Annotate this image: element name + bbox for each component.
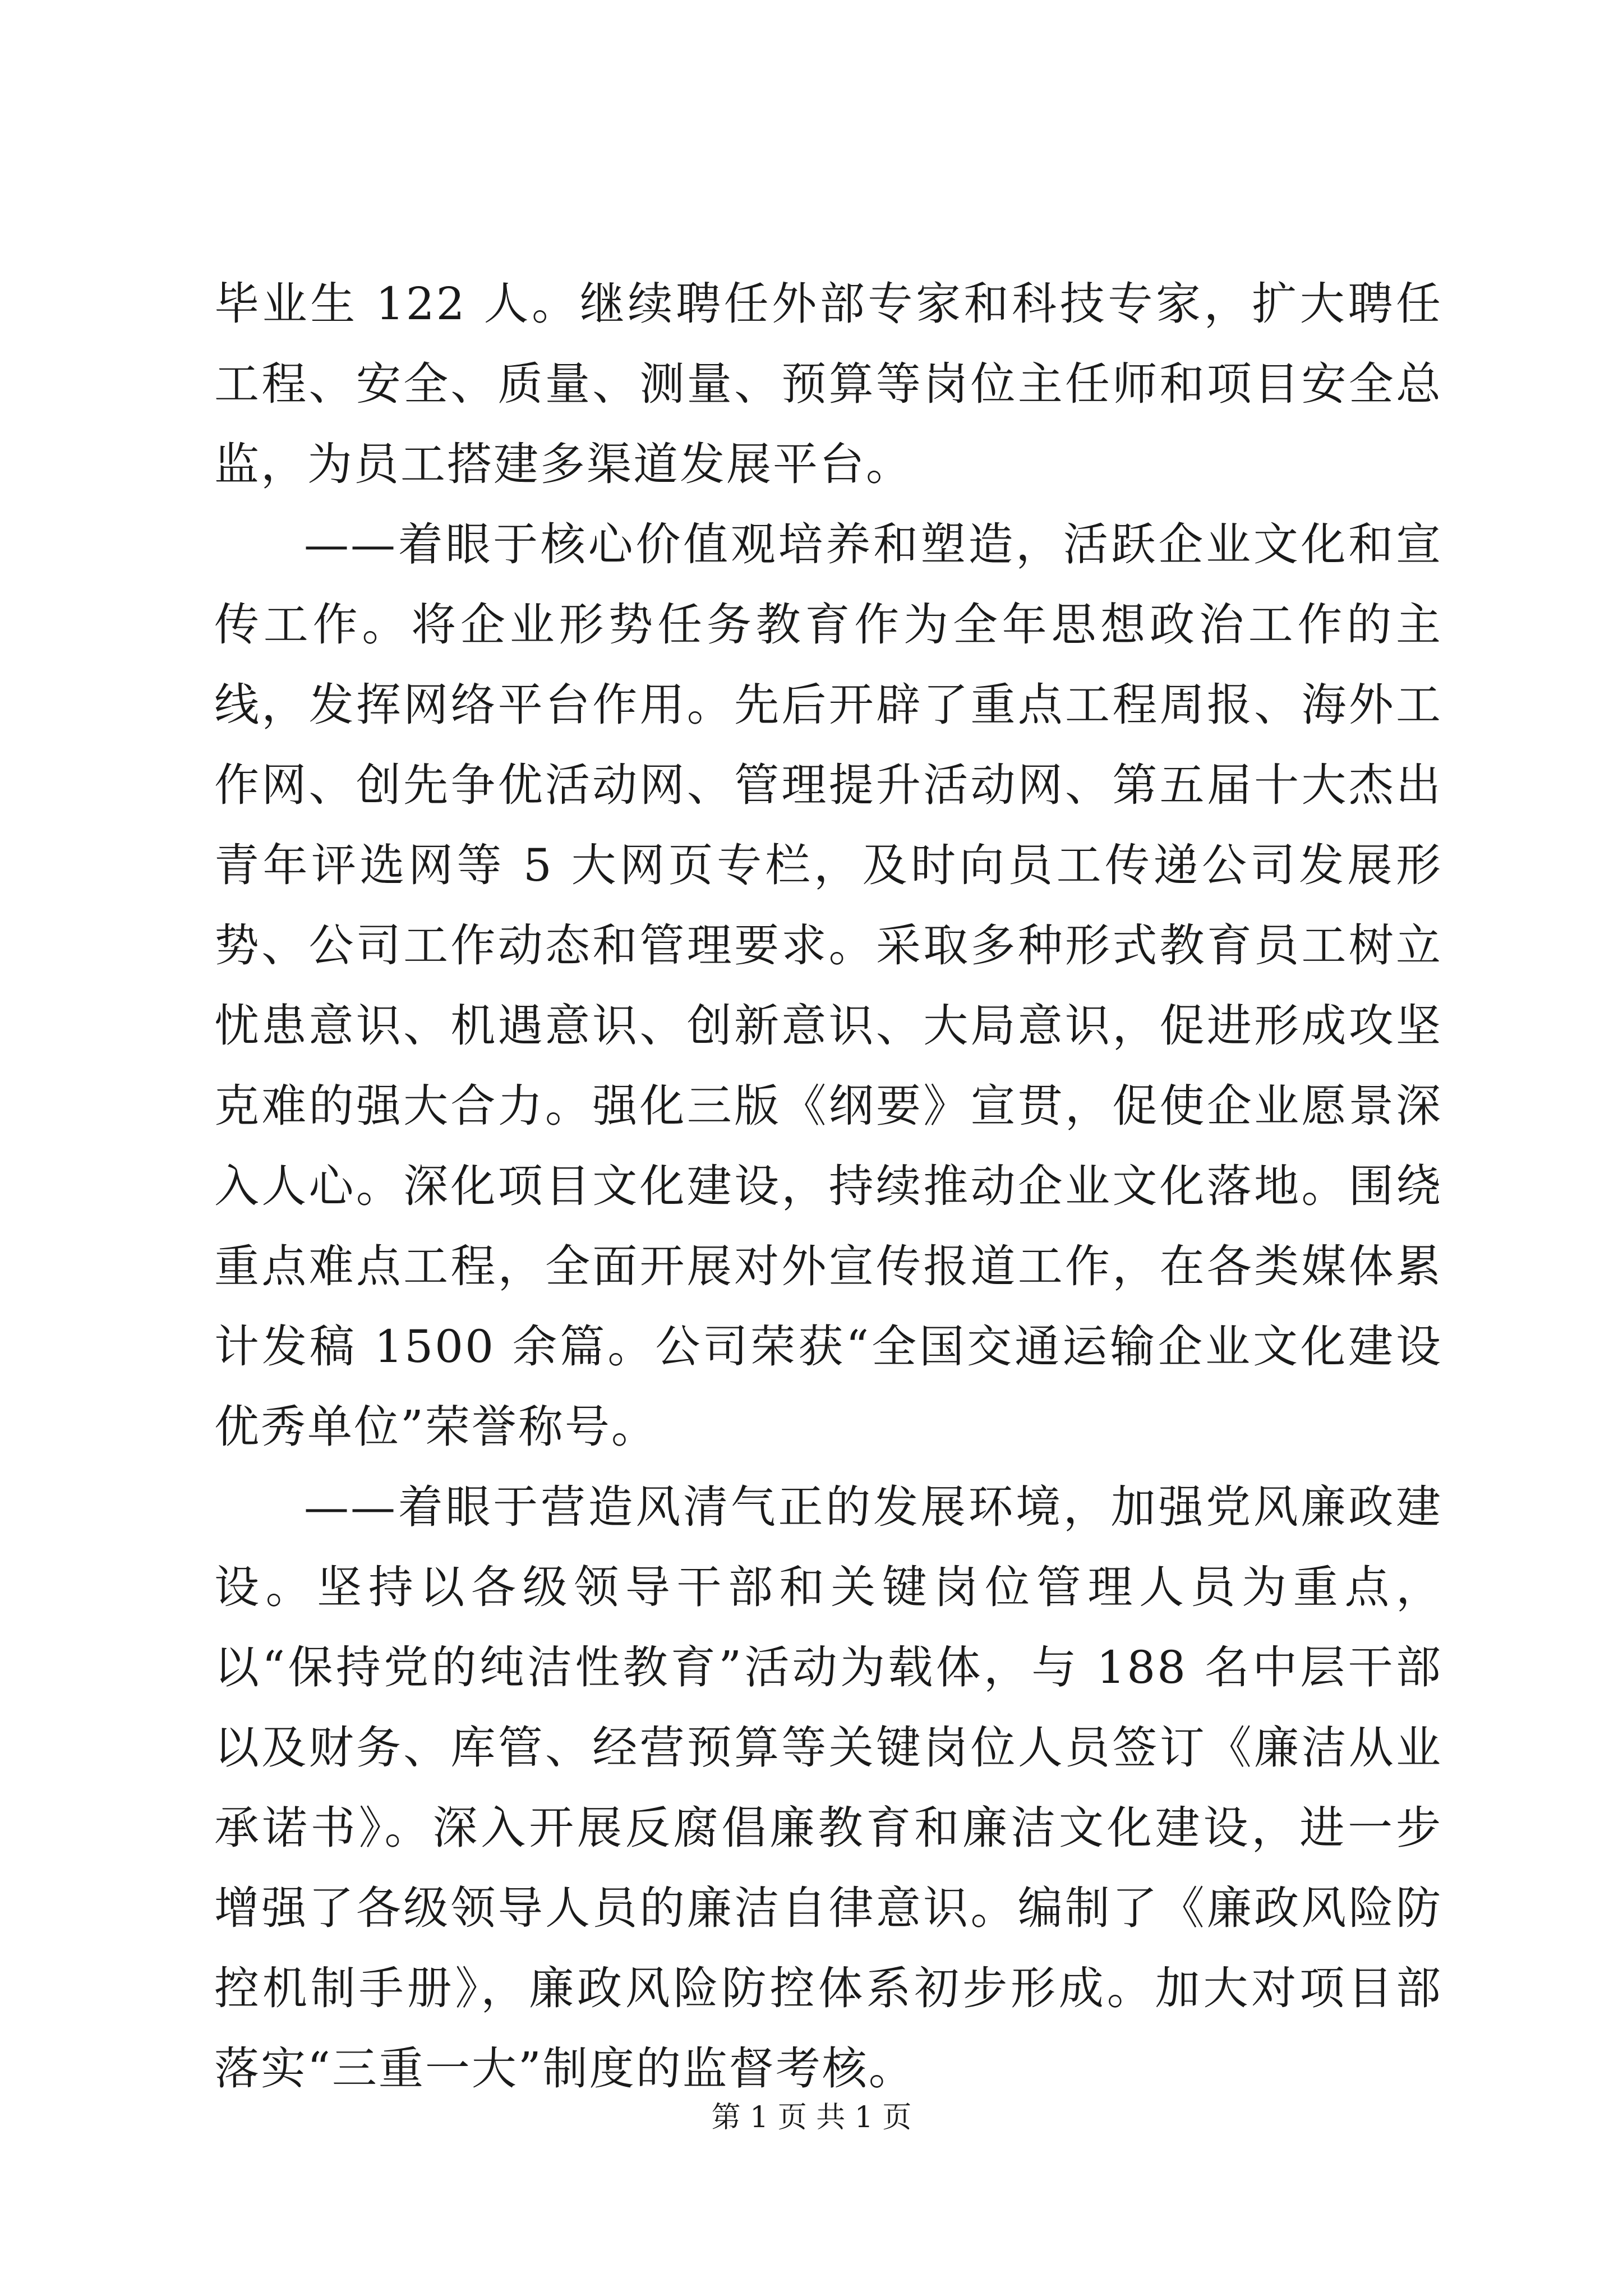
paragraph-integrity-building: ——着眼于营造风清气正的发展环境，加强党风廉政建设。坚持以各级领导干部和关键岗位管理人员为重点，以“保持党的纯洁性教育”活动为载体，与 188 名中层干部以及财务、库管、经营预算等关键岗位人员签订《廉洁从业承诺书》。深入开展反腐倡廉教育和廉洁文化建设，进一步增强了各级领导人员的廉洁自律意识。编制了《廉政风险防控机制手册》，廉政风险防控体系初步形成。加大对项目部落实“三重一大”制度的监督考核。 [214,1481,1442,2095]
paragraph-continuation: 毕业生 122 人。继续聘任外部专家和科技专家，扩大聘任工程、安全、质量、测量、预算等岗位主任师和项目安全总监，为员工搭建多渠道发展平台。 [214,278,1442,490]
page-number-footer: 第 1 页 共 1 页 [711,2101,912,2134]
document-body [214,264,1442,2109]
paragraph-corporate-culture: ——着眼于核心价值观培养和塑造，活跃企业文化和宣传工作。将企业形势任务教育作为全年思想政治工作的主线，发挥网络平台作用。先后开辟了重点工程周报、海外工作网、创先争优活动网、管理提升活动网、第五届十大杰出青年评选网等 5 大网页专栏，及时向员工传递公司发展形势、公司工作动态和管理要求。采取多种形式教育员工树立忧患意识、机遇意识、创新意识、大局意识，促进形成攻坚克难的强大合力。强化三版《纲要》宣贯，促使企业愿景深入人心。深化项目文化建设，持续推动企业文化落地。围绕重点难点工程，全面开展对外宣传报道工作，在各类媒体累计发稿 1500 余篇。公司荣获“全国交通运输企业文化建设优秀单位”荣誉称号。 [214,518,1442,1453]
